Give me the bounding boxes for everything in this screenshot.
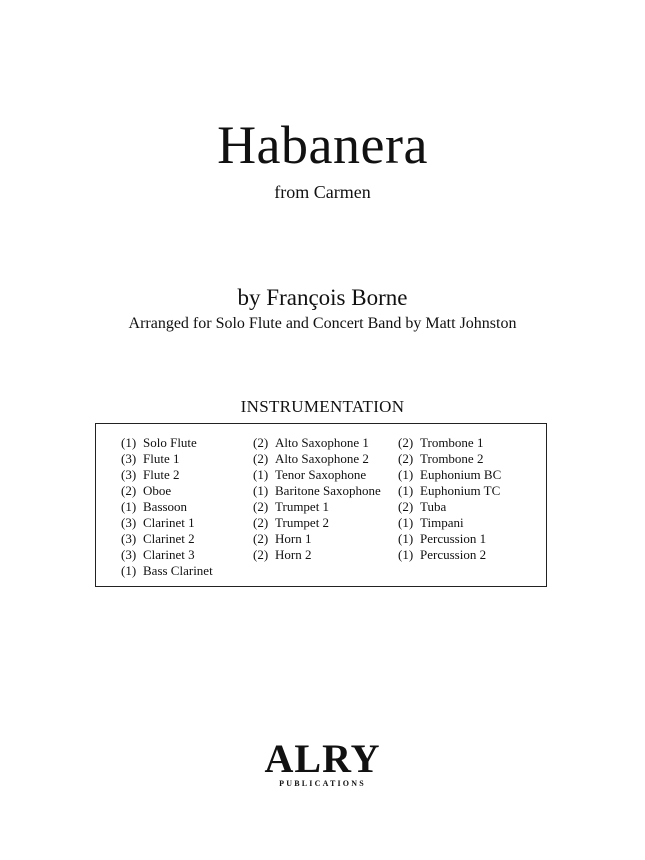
instrument-quantity: (3)	[121, 515, 137, 530]
instrument-name: Tuba	[420, 499, 447, 514]
instrument-quantity: (2)	[253, 547, 269, 562]
instrument-quantity: (1)	[121, 499, 137, 514]
instrument-quantity: (1)	[253, 483, 269, 498]
instrument-quantity: (2)	[253, 531, 269, 546]
instrument-item	[398, 531, 501, 547]
instrument-item	[253, 451, 381, 467]
instrument-name: Oboe	[143, 483, 172, 498]
instrument-quantity: (2)	[253, 435, 269, 450]
instrument-name: Bassoon	[143, 499, 188, 514]
instrument-quantity: (1)	[398, 547, 414, 562]
publisher-name: ALRY	[264, 736, 381, 781]
instrument-name: Trumpet 2	[275, 515, 330, 530]
instrument-quantity: (1)	[398, 531, 414, 546]
instrument-quantity: (2)	[398, 499, 414, 514]
instrument-item	[253, 547, 381, 563]
instrument-quantity: (3)	[121, 547, 137, 562]
publisher-logo	[0, 736, 645, 790]
instrument-name: Clarinet 1	[143, 515, 195, 530]
instrument-name: Trumpet 1	[275, 499, 330, 514]
instrument-item	[253, 499, 381, 515]
instrument-quantity: (1)	[398, 483, 414, 498]
instrument-item	[398, 483, 501, 499]
publisher-subtitle: PUBLICATIONS	[279, 779, 366, 788]
instrument-item	[121, 515, 213, 531]
composer: by François Borne	[237, 285, 408, 310]
instrument-name: Alto Saxophone 1	[275, 435, 369, 450]
instrument-name: Euphonium BC	[420, 467, 502, 482]
instrument-quantity: (2)	[253, 499, 269, 514]
instrument-name: Bass Clarinet	[143, 563, 213, 578]
title: Habanera	[217, 115, 428, 175]
instrument-item	[398, 435, 501, 451]
instrument-quantity: (3)	[121, 467, 137, 482]
instrument-name: Trombone 1	[420, 435, 484, 450]
instrument-item	[253, 435, 381, 451]
instrument-item	[121, 563, 213, 579]
instrument-name: Horn 2	[275, 547, 312, 562]
instrumentation-heading: INSTRUMENTATION	[240, 397, 405, 416]
instrumentation-column-3	[398, 435, 501, 563]
instrument-name: Tenor Saxophone	[275, 467, 367, 482]
instrumentation-box	[95, 423, 547, 587]
instrument-name: Euphonium TC	[420, 483, 501, 498]
instrument-name: Flute 2	[143, 467, 180, 482]
instrument-quantity: (3)	[121, 451, 137, 466]
instrument-name: Percussion 2	[420, 547, 487, 562]
instrument-item	[121, 499, 213, 515]
instrument-name: Timpani	[420, 515, 464, 530]
instrument-quantity: (1)	[121, 435, 137, 450]
instrument-name: Percussion 1	[420, 531, 487, 546]
instrument-quantity: (1)	[398, 467, 414, 482]
instrument-name: Clarinet 2	[143, 531, 195, 546]
instrument-quantity: (1)	[253, 467, 269, 482]
instrument-item	[253, 515, 381, 531]
instrument-quantity: (2)	[121, 483, 137, 498]
instrument-item	[398, 515, 501, 531]
instrumentation-column-1	[121, 435, 213, 579]
instrument-name: Flute 1	[143, 451, 180, 466]
instrument-item	[121, 547, 213, 563]
instrument-item	[253, 531, 381, 547]
instrument-quantity: (2)	[253, 515, 269, 530]
instrument-quantity: (3)	[121, 531, 137, 546]
instrument-item	[253, 467, 381, 483]
instrument-quantity: (1)	[121, 563, 137, 578]
instrument-item	[398, 451, 501, 467]
instrument-name: Solo Flute	[143, 435, 197, 450]
instrument-name: Trombone 2	[420, 451, 484, 466]
instrument-item	[121, 451, 213, 467]
instrument-item	[121, 435, 213, 451]
instrument-name: Alto Saxophone 2	[275, 451, 369, 466]
subtitle: from Carmen	[274, 182, 371, 202]
instrument-item	[121, 467, 213, 483]
instrument-name: Horn 1	[275, 531, 312, 546]
instrument-quantity: (2)	[253, 451, 269, 466]
instrument-quantity: (1)	[398, 515, 414, 530]
instrument-name: Baritone Saxophone	[275, 483, 381, 498]
arranger: Arranged for Solo Flute and Concert Band by Matt Johnston	[128, 315, 517, 332]
instrument-item	[398, 499, 501, 515]
instrument-quantity: (2)	[398, 451, 414, 466]
instrument-item	[398, 547, 501, 563]
instrument-item	[121, 483, 213, 499]
instrument-quantity: (2)	[398, 435, 414, 450]
instrument-name: Clarinet 3	[143, 547, 195, 562]
instrument-item	[121, 531, 213, 547]
instrument-item	[398, 467, 501, 483]
instrument-item	[253, 483, 381, 499]
instrumentation-column-2	[253, 435, 381, 563]
